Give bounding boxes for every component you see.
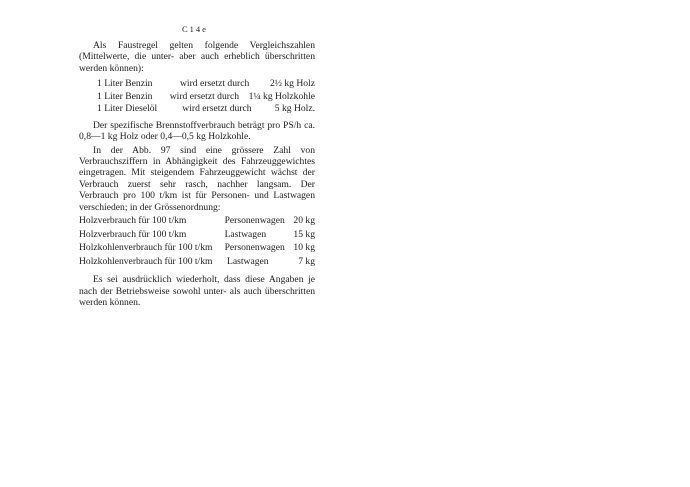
paragraph-specific-consumption: Der spezifische Brennstoffverbrauch beträgt pro PS/h ca. 0,8—1 kg Holz oder 0,4—0,5 kg Holzkohle. [79,119,315,143]
paragraph-intro: Als Faustregel gelten folgende Vergleichszahlen (Mittelwerte, die unter- aber auch erheblich überschritten werden können): [79,40,315,74]
consumption-item: Holzverbrauch für 100 t/km [79,214,187,226]
text-column [79,40,315,311]
consumption-value: 20 kg [293,214,315,226]
equivalence-row [79,78,315,91]
equivalence-row [79,103,315,116]
consumption-value: 10 kg [293,242,315,254]
vehicle-type: Lastwagen [227,255,269,267]
consumption-value: 7 kg [298,255,315,267]
fuel-name: 1 Liter Benzin [97,78,153,90]
equivalence-phrase: wird ersetzt durch [179,78,250,90]
consumption-value: 15 kg [293,228,315,240]
consumption-item: Holzkohlenverbrauch für 100 t/km [79,255,213,267]
fuel-name: 1 Liter Dieselöl [97,103,158,115]
table-row [79,229,315,243]
fuel-name: 1 Liter Benzin [97,90,153,102]
equivalence-phrase: wird ersetzt durch [169,90,240,102]
equivalence-row [79,91,315,104]
equivalence-amount: 2½ kg Holz [269,78,315,90]
consumption-item: Holzverbrauch für 100 t/km [79,228,187,240]
vehicle-type: Personenwagen [224,242,285,254]
vehicle-type: Personenwagen [224,214,285,226]
table-row [79,256,315,270]
consumption-table [79,215,315,269]
consumption-item: Holzkohlenverbrauch für 100 t/km [79,242,213,254]
equivalence-list [79,78,315,116]
equivalence-phrase: wird ersetzt durch [182,103,252,115]
table-row [79,215,315,229]
vehicle-type: Lastwagen [224,228,267,240]
paragraph-figure-reference: In der Abb. 97 sind eine grössere Zahl von Verbrauchsziffern in Abhängigkeit des Fahrzeuggewichtes eingetragen. Mit steigendem Fahrzeuggewicht wächst der Verbrauch zuerst sehr rasch, nachher langsam. Der Verbrauch pro 100 t/km ist für Personen- und Lastwagen verschieden; in der Grössenordnung: [79,144,315,213]
page-header: C14e [182,24,208,34]
table-row [79,242,315,256]
equivalence-amount: 5 kg Holz. [274,103,315,115]
equivalence-amount: 1¼ kg Holzkohle [248,90,315,102]
paragraph-disclaimer: Es sei ausdrücklich wiederholt, dass diese Angaben je nach der Betriebsweise sowohl unter- als auch überschritten werden können. [79,274,315,309]
